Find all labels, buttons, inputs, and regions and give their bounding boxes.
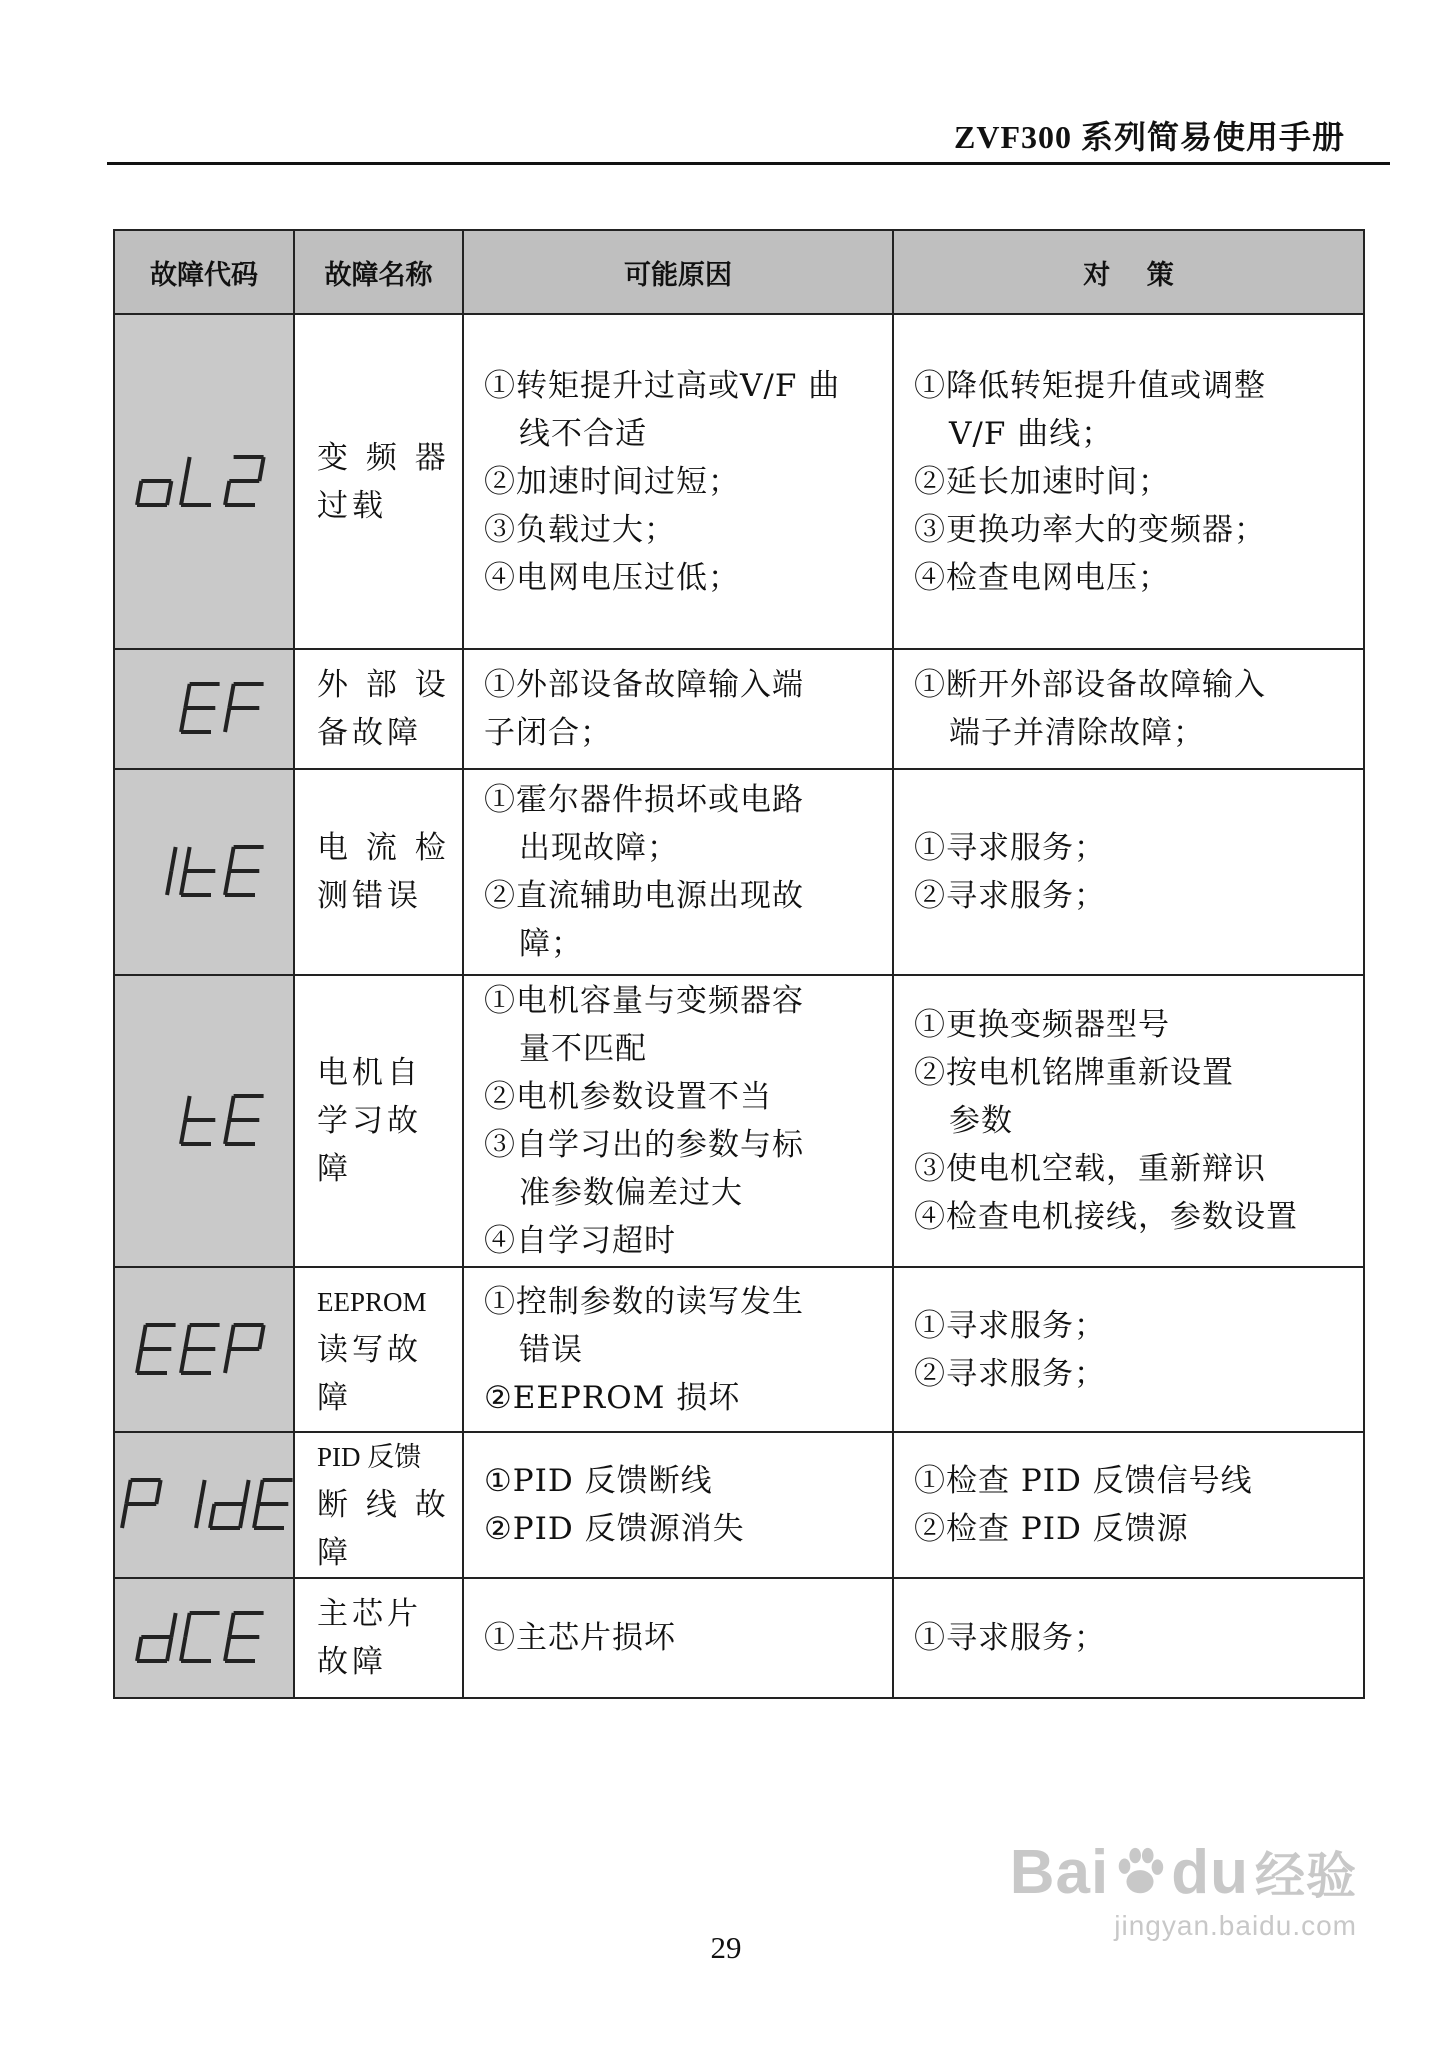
paw-icon [1111, 1843, 1169, 1901]
item-line: ②按电机铭牌重新设置 [914, 1055, 1234, 1091]
header-fault-code: 故障代码 [114, 230, 294, 314]
fault-name-cell [294, 975, 463, 1267]
table-header-row [114, 230, 1364, 314]
item-line: ①寻求服务； [914, 830, 1106, 866]
cause-cell [463, 314, 893, 649]
item-line: ②延长加速时间； [914, 463, 1170, 500]
fault-code-cell [114, 1267, 294, 1432]
table-row [114, 975, 1364, 1267]
item-line: ②PID 反馈源消失 [484, 1511, 745, 1547]
fault-name-cell [294, 1267, 463, 1432]
header-remedy: 对 策 [893, 230, 1364, 314]
table-row [114, 314, 1364, 649]
item-continuation: 准参数偏差过大 [519, 1175, 743, 1211]
fault-name-cell [294, 314, 463, 649]
fault-code-cell [114, 975, 294, 1267]
fault-code-cell [114, 1432, 294, 1578]
watermark-url: jingyan.baidu.com [1114, 1910, 1357, 1941]
fault-code-display [131, 862, 283, 881]
remedy-cell [893, 975, 1364, 1267]
remedy-cell [893, 314, 1364, 649]
item-line: ②电机参数设置不当 [484, 1079, 772, 1115]
seven-segment-code [131, 451, 283, 513]
item-continuation: 参数 [949, 1103, 1013, 1139]
item-line: ②直流辅助电源出现故 [484, 878, 804, 914]
item-line: ③使电机空载，重新辩识 [914, 1151, 1266, 1187]
item-line: ①主芯片损坏 [484, 1620, 676, 1656]
fault-name-cell [294, 1578, 463, 1698]
item-line: ④检查电网电压； [914, 559, 1170, 596]
item-line: ④自学习超时 [484, 1223, 676, 1259]
item-line: ①电机容量与变频器容 [484, 983, 804, 1019]
item-line: ④检查电机接线，参数设置 [914, 1199, 1298, 1235]
item-continuation: 子闭合； [484, 715, 612, 751]
item-line: ②寻求服务； [914, 878, 1106, 914]
fault-code-display [131, 471, 283, 490]
page-number: 29 [710, 1930, 742, 1965]
fault-name-line: 障 [317, 1535, 352, 1571]
seven-segment-code [116, 1474, 312, 1536]
fault-name-line: 障 [317, 1379, 352, 1416]
fault-name-line: 电机自 [317, 1055, 422, 1091]
fault-name-line: 故障 [317, 1644, 387, 1680]
item-continuation: 障； [519, 926, 583, 962]
fault-name-line: 主芯片 [317, 1596, 422, 1632]
fault-name-line: 变 频 器 [317, 439, 450, 476]
item-line: ②EEPROM 损坏 [484, 1379, 741, 1416]
item-continuation: 量不匹配 [519, 1031, 647, 1067]
item-continuation: 端子并清除故障； [949, 715, 1205, 751]
cause-cell [463, 1432, 893, 1578]
item-continuation: 线不合适 [519, 415, 647, 452]
fault-name-cell [294, 1432, 463, 1578]
fault-name-line: 备故障 [317, 715, 422, 751]
fault-code-cell [114, 769, 294, 975]
remedy-cell [893, 1578, 1364, 1698]
item-line: ②寻求服务； [914, 1355, 1106, 1392]
fault-name-line: 障 [317, 1151, 352, 1187]
seven-segment-code [131, 1319, 283, 1381]
fault-code-cell [114, 314, 294, 649]
cause-cell [463, 1578, 893, 1698]
cause-cell [463, 649, 893, 769]
item-line: ①寻求服务； [914, 1620, 1106, 1656]
item-line: ①转矩提升过高或V/F 曲 [484, 367, 841, 404]
seven-segment-code [175, 1090, 283, 1152]
item-line: ①PID 反馈断线 [484, 1463, 713, 1499]
item-line: ④电网电压过低； [484, 559, 740, 596]
table-row [114, 769, 1364, 975]
fault-name-line: 电 流 检 [317, 830, 450, 866]
fault-code-display [175, 699, 283, 718]
header-fault-name: 故障名称 [294, 230, 463, 314]
item-line: ②加速时间过短； [484, 463, 740, 500]
fault-code-display [175, 1111, 283, 1130]
remedy-cell [893, 769, 1364, 975]
item-line: ①霍尔器件损坏或电路 [484, 782, 804, 818]
fault-name-cell [294, 769, 463, 975]
header-title: ZVF300 系列简易使用手册 [953, 119, 1345, 155]
fault-code-display [116, 1495, 312, 1514]
table-row [114, 1578, 1364, 1698]
item-line: ①外部设备故障输入端 [484, 667, 804, 703]
fault-code-cell [114, 1578, 294, 1698]
fault-name-line: 学习故 [317, 1103, 422, 1139]
cause-cell [463, 975, 893, 1267]
baidu-jingyan-watermark [1010, 1836, 1357, 1942]
item-line: ①更换变频器型号 [914, 1007, 1170, 1043]
fault-name-line: 过载 [317, 487, 387, 524]
remedy-cell [893, 1267, 1364, 1432]
seven-segment-code [175, 678, 283, 740]
item-line: ②检查 PID 反馈源 [914, 1511, 1189, 1547]
fault-code-display [131, 1339, 283, 1358]
fault-name-cell [294, 649, 463, 769]
table-row [114, 1267, 1364, 1432]
item-line: ①控制参数的读写发生 [484, 1283, 804, 1320]
fault-name-line: 测错误 [317, 878, 422, 914]
cause-cell [463, 1267, 893, 1432]
item-line: ①降低转矩提升值或调整 [914, 367, 1266, 404]
table-row [114, 1432, 1364, 1578]
fault-name-line: PID 反馈 [317, 1442, 422, 1472]
seven-segment-code [131, 841, 283, 903]
item-continuation: 错误 [519, 1331, 583, 1368]
fault-table [113, 229, 1365, 1699]
item-line: ③自学习出的参数与标 [484, 1127, 804, 1163]
fault-name-line: EEPROM [317, 1286, 427, 1317]
fault-name-line: 外 部 设 [317, 667, 450, 703]
fault-name-line: 断 线 故 [317, 1487, 450, 1523]
item-continuation: 出现故障； [519, 830, 679, 866]
header-possible-cause: 可能原因 [463, 230, 893, 314]
fault-code-display [131, 1628, 283, 1647]
remedy-cell [893, 1432, 1364, 1578]
cause-cell [463, 769, 893, 975]
item-continuation: V/F 曲线； [949, 415, 1114, 452]
remedy-cell [893, 649, 1364, 769]
fault-name-line: 读写故 [317, 1331, 422, 1368]
item-line: ①寻求服务； [914, 1307, 1106, 1344]
table-row [114, 649, 1364, 769]
item-line: ③更换功率大的变频器； [914, 511, 1266, 548]
seven-segment-code [131, 1607, 283, 1669]
fault-code-cell [114, 649, 294, 769]
item-line: ①断开外部设备故障输入 [914, 667, 1266, 703]
header-rule [107, 162, 1390, 165]
item-line: ①检查 PID 反馈信号线 [914, 1463, 1253, 1499]
item-line: ③负载过大； [484, 511, 676, 548]
watermark-brand: Bai du 经验 [1009, 1837, 1357, 1907]
